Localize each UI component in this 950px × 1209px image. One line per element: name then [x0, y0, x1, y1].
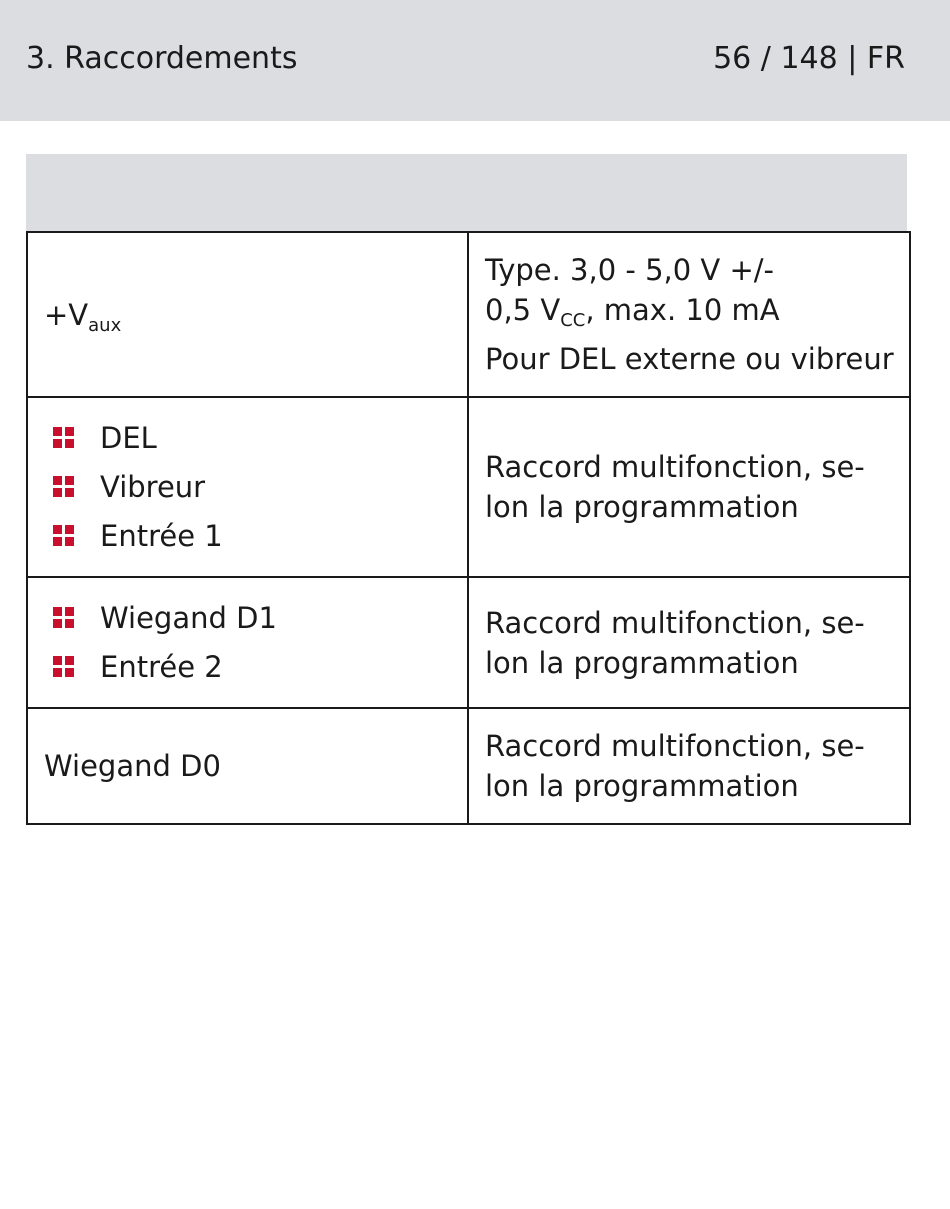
description-cell: [468, 708, 910, 824]
description-line: lon la programmation: [485, 769, 799, 803]
description-line: 0,5 $V_{CC}$, max. 10 mA: [485, 293, 780, 331]
description-line: lon la programmation: [485, 645, 799, 680]
list-item-label: DEL: [100, 421, 157, 455]
page-header: [0, 0, 950, 121]
section-title: 3. Raccordements: [26, 41, 298, 76]
description-cell: [468, 397, 910, 577]
list-item: [53, 512, 451, 561]
table-row: [27, 397, 910, 577]
voltage-subscript: CC: [560, 310, 586, 331]
table-header-band: [26, 154, 907, 232]
list-item: [53, 414, 451, 463]
table-row: [27, 232, 910, 397]
list-item-label: Entrée 2: [100, 650, 223, 684]
red-square-bullet-icon: [53, 427, 75, 449]
pin-cell: [27, 397, 468, 577]
red-square-bullet-icon: [53, 607, 75, 629]
table-row: [27, 708, 910, 824]
red-square-bullet-icon: [53, 656, 75, 678]
description-line: Type. 3,0 - 5,0 V +/-: [485, 253, 774, 287]
description-cell: [468, 577, 910, 708]
pin-symbol: +V: [44, 297, 89, 332]
list-item: [53, 594, 451, 643]
list-item-label: Entrée 1: [100, 519, 223, 553]
pin-cell: Wiegand D0: [27, 708, 468, 824]
description-cell: [468, 232, 910, 397]
description-line: Raccord multifonction, se-: [485, 729, 865, 763]
list-item-label: Vibreur: [100, 470, 206, 504]
description-line: Pour DEL externe ou vibreur: [485, 342, 894, 376]
description-line: Raccord multifonction, se-: [485, 605, 865, 640]
pin-list: [44, 414, 451, 561]
pin-subscript: aux: [88, 314, 122, 336]
pin-cell: [27, 232, 468, 397]
connections-table: [26, 231, 911, 825]
description-line: Raccord multifonction, se-: [485, 450, 865, 484]
description-line: lon la programmation: [485, 490, 799, 524]
page-number: 56 / 148 | FR: [713, 41, 905, 76]
red-square-bullet-icon: [53, 476, 75, 498]
pin-list: [44, 594, 451, 692]
list-item: [53, 643, 451, 692]
list-item-label: Wiegand D1: [100, 601, 277, 635]
pin-cell: [27, 577, 468, 708]
list-item: [53, 463, 451, 512]
table-row: [27, 577, 910, 708]
red-square-bullet-icon: [53, 525, 75, 547]
